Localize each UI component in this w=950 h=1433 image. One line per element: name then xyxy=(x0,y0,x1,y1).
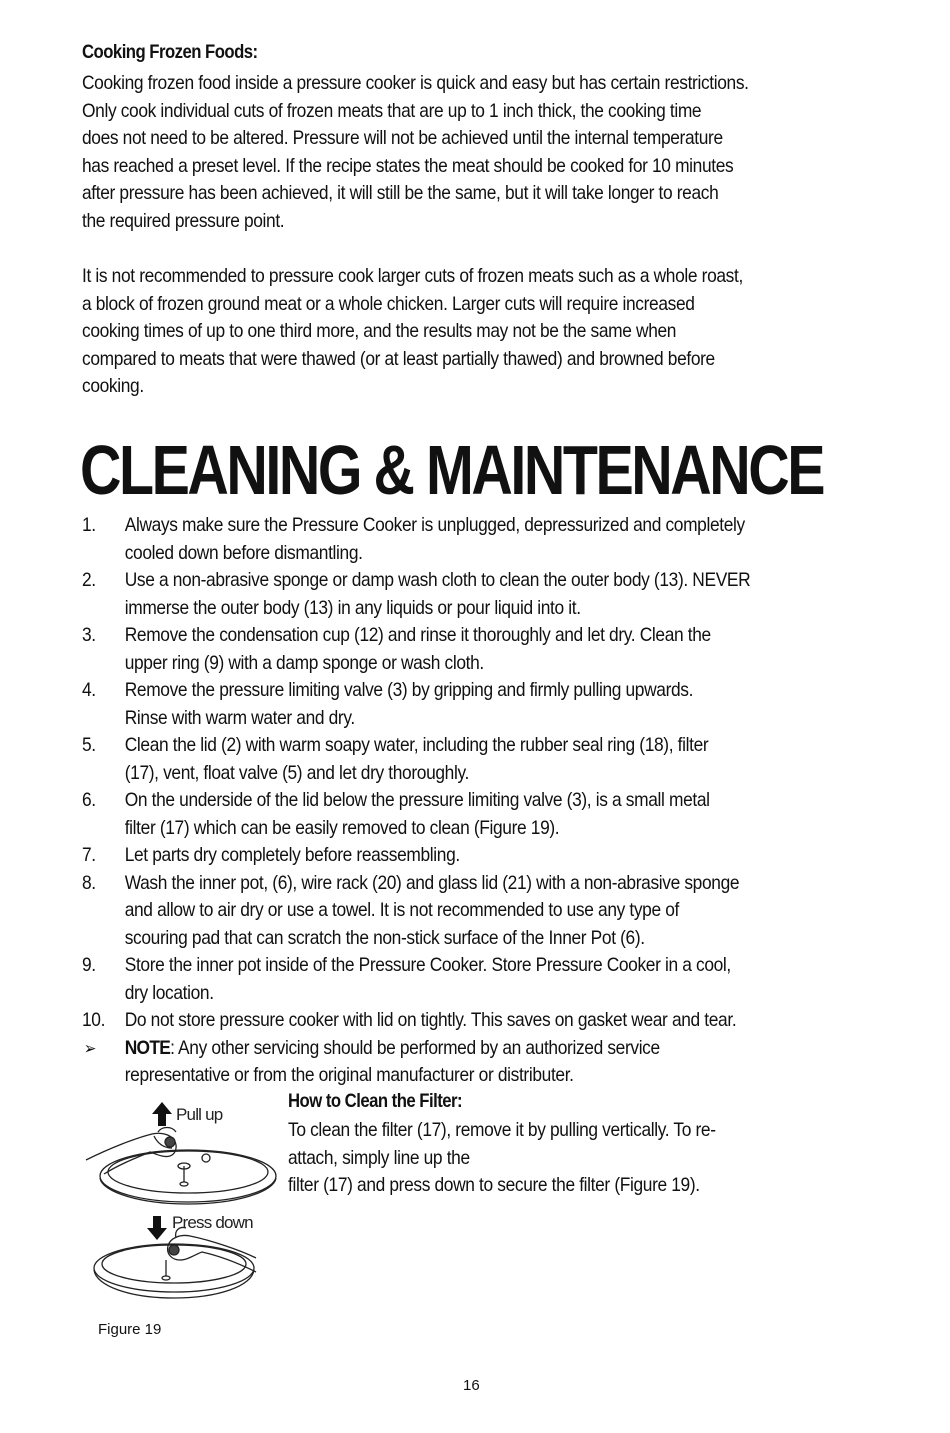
list-text: Use a non-abrasive sponge or damp wash cloth to clean the outer body (13). NEVER xyxy=(124,569,751,591)
text-line: filter (17) and press down to secure the filter (Figure 19). xyxy=(288,1174,700,1196)
cooking-frozen-paragraph-1 xyxy=(82,70,821,235)
list-text: Clean the lid (2) with warm soapy water, including the rubber seal ring (18), filter xyxy=(124,734,709,756)
list-number: 8. xyxy=(82,871,96,894)
cooking-frozen-heading: Cooking Frozen Foods: xyxy=(82,42,258,63)
cooking-frozen-paragraph-2 xyxy=(82,263,821,401)
text-line: It is not recommended to pressure cook larger cuts of frozen meats such as a whole roast, xyxy=(82,265,743,287)
figure-caption: Figure 19 xyxy=(98,1321,162,1338)
list-text: Store the inner pot inside of the Pressure Cooker. Store Pressure Cooker in a cool, xyxy=(124,954,731,976)
note-text: representative or from the original manufacturer or distributer. xyxy=(124,1064,574,1086)
note-text: : Any other servicing should be performed by an authorized service xyxy=(170,1036,660,1059)
text-line: does not need to be altered. Pressure will not be achieved until the internal temperature xyxy=(82,127,723,149)
list-number: 5. xyxy=(82,734,96,756)
text-line: the required pressure point. xyxy=(82,209,285,232)
list-number: 7. xyxy=(82,844,96,866)
list-text: scouring pad that can scratch the non-stick surface of the Inner Pot (6). xyxy=(124,926,645,949)
cleaning-steps-list xyxy=(82,512,865,1090)
list-item xyxy=(82,677,865,732)
cleaning-maintenance-title: CLEANING & MAINTENANCE xyxy=(80,431,824,509)
text-line: after pressure has been achieved, it will still be the same, but it will take longer to reach xyxy=(82,182,719,204)
list-item xyxy=(82,870,865,953)
press-down-label: Press down xyxy=(172,1213,253,1232)
pull-up-arrow-icon xyxy=(152,1102,172,1126)
page-number: 16 xyxy=(463,1377,480,1394)
list-number: 9. xyxy=(82,954,96,976)
filter-figure xyxy=(80,1096,280,1316)
arrow-bullet-icon: ➢ xyxy=(83,1038,97,1058)
lid-top-illustration xyxy=(86,1128,276,1205)
list-text: Always make sure the Pressure Cooker is unplugged, depressurized and completely xyxy=(124,514,745,536)
list-text: Do not store pressure cooker with lid on tightly. This saves on gasket wear and tear. xyxy=(124,1009,737,1031)
list-number: 1. xyxy=(82,514,96,536)
list-item xyxy=(82,1007,865,1035)
list-text: and allow to air dry or use a towel. It is not recommended to use any type of xyxy=(124,899,680,921)
text-line: To clean the filter (17), remove it by pulling vertically. To re- xyxy=(288,1119,716,1141)
list-text: Rinse with warm water and dry. xyxy=(124,706,355,729)
text-line: attach, simply line up the xyxy=(288,1146,470,1169)
filter-heading: How to Clean the Filter: xyxy=(288,1091,463,1112)
note-item xyxy=(82,1035,865,1090)
list-item xyxy=(82,842,865,870)
pull-up-label: Pull up xyxy=(176,1105,223,1124)
text-line: cooking times of up to one third more, and the results may not be the same when xyxy=(82,320,677,342)
list-text: immerse the outer body (13) in any liquids or pour liquid into it. xyxy=(124,596,581,619)
list-text: Let parts dry completely before reassembling. xyxy=(124,844,460,866)
filter-instructions xyxy=(288,1117,822,1200)
list-number: 3. xyxy=(82,624,96,646)
text-line: has reached a preset level. If the recipe states the meat should be cooked for 10 minutes xyxy=(82,154,734,177)
list-number: 4. xyxy=(82,679,96,701)
text-line: cooking. xyxy=(82,375,144,397)
list-text: filter (17) which can be easily removed to clean (Figure 19). xyxy=(124,816,560,839)
text-line: Only cook individual cuts of frozen meats that are up to 1 inch thick, the cooking time xyxy=(82,99,702,122)
list-item xyxy=(82,567,865,622)
lid-bottom-illustration xyxy=(94,1227,256,1298)
note-label: NOTE xyxy=(124,1036,171,1059)
list-text: cooled down before dismantling. xyxy=(124,541,363,564)
list-item xyxy=(82,512,865,567)
list-text: Remove the condensation cup (12) and rinse it thoroughly and let dry. Clean the xyxy=(124,624,711,646)
list-text: On the underside of the lid below the pressure limiting valve (3), is a small metal xyxy=(124,789,710,811)
list-number: 2. xyxy=(82,569,96,591)
text-line: Cooking frozen food inside a pressure cooker is quick and easy but has certain restrictions. xyxy=(82,72,749,94)
press-down-arrow-icon xyxy=(147,1216,167,1240)
list-number: 6. xyxy=(82,789,96,811)
filter-illustration xyxy=(80,1096,280,1316)
list-text: (17), vent, float valve (5) and let dry thoroughly. xyxy=(124,761,469,784)
list-item xyxy=(82,732,865,787)
list-number: 10. xyxy=(82,1009,106,1031)
list-text: upper ring (9) with a damp sponge or wash cloth. xyxy=(124,651,484,674)
list-item xyxy=(82,622,865,677)
text-line: compared to meats that were thawed (or at least partially thawed) and browned before xyxy=(82,347,715,370)
list-item xyxy=(82,787,865,842)
text-line: a block of frozen ground meat or a whole chicken. Larger cuts will require increased xyxy=(82,292,695,315)
list-text: dry location. xyxy=(124,981,214,1004)
list-text: Remove the pressure limiting valve (3) by gripping and firmly pulling upwards. xyxy=(124,679,694,701)
list-item xyxy=(82,952,865,1007)
list-text: Wash the inner pot, (6), wire rack (20) and glass lid (21) with a non-abrasive sponge xyxy=(124,871,740,894)
